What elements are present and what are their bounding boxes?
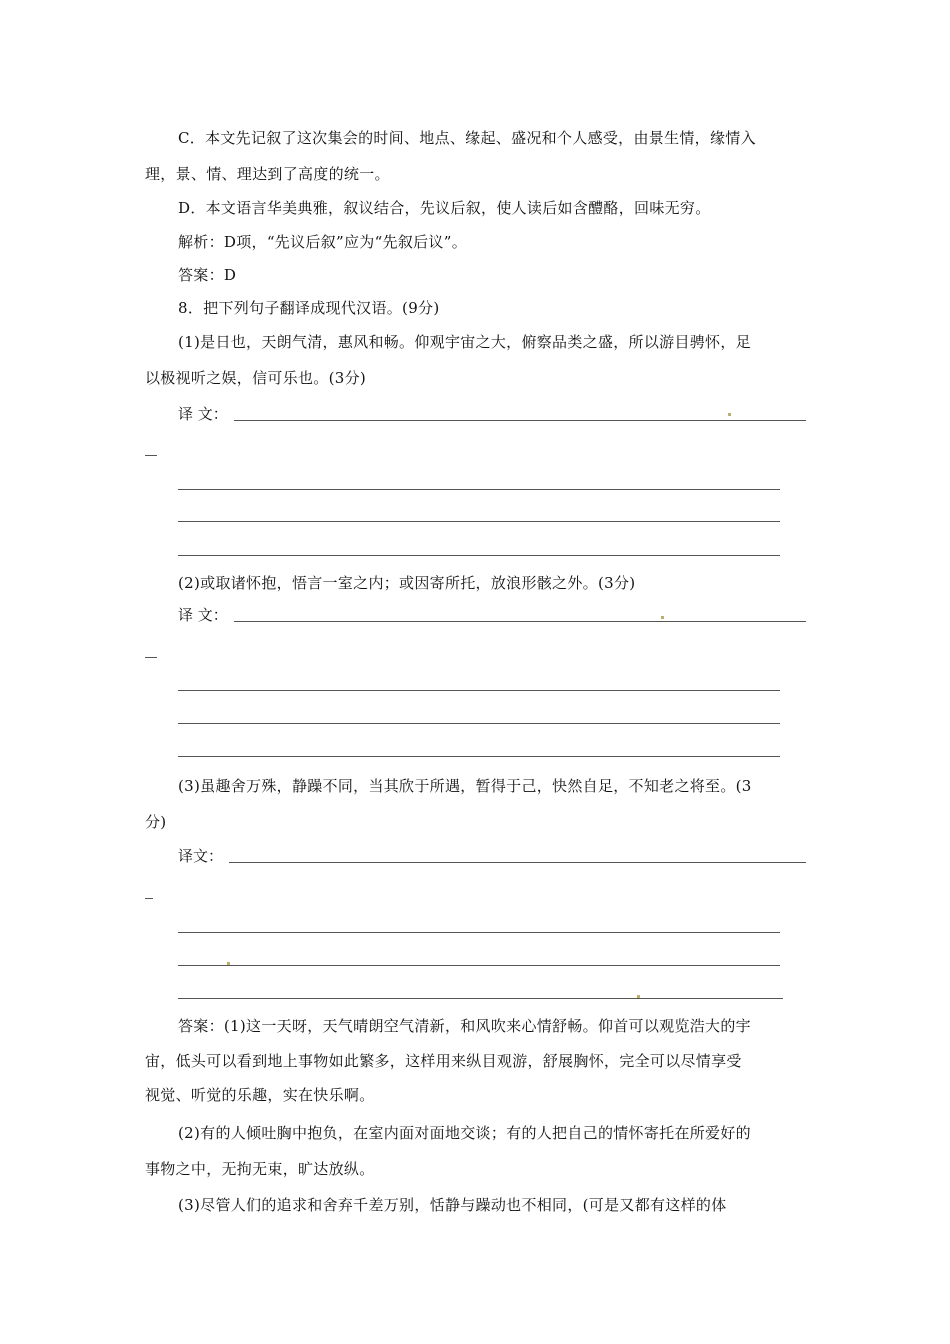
translation-label-3: 译文：: [178, 847, 224, 865]
q8-sentence-2-line-1: (2)或取诸怀抱，悟言一室之内；或因寄所托，放浪形骸之外。(3分): [178, 574, 636, 592]
mark-dot: [728, 413, 731, 416]
answer-1-line-3: 视觉、听觉的乐趣，实在快乐啊。: [145, 1086, 375, 1104]
q8-heading: 8．把下列句子翻译成现代汉语。(9分): [178, 299, 440, 317]
answer-1-line-2: 宙，低头可以看到地上事物如此繁多，这样用来纵目观游，舒展胸怀，完全可以尽情享受: [145, 1052, 742, 1070]
q7-analysis: 解析：D项，“先议后叙”应为“先叙后议”。: [178, 233, 468, 251]
mark-dot: [661, 616, 664, 619]
answer-line[interactable]: [178, 965, 780, 966]
answer-line[interactable]: [234, 420, 806, 421]
answer-line-stub: [145, 657, 157, 658]
answer-line[interactable]: [178, 932, 780, 933]
answer-line[interactable]: [178, 998, 783, 999]
answer-line[interactable]: [178, 756, 780, 757]
mark-dot: [637, 995, 640, 998]
answer-line-stub: [145, 455, 157, 456]
q8-sentence-3-line-1: (3)虽趣舍万殊，静躁不同，当其欣于所遇，暂得于己，快然自足，不知老之将至。(3: [178, 777, 752, 795]
q8-sentence-1-line-2: 以极视听之娱，信可乐也。(3分): [145, 369, 367, 387]
answer-line[interactable]: [234, 621, 806, 622]
answer-line[interactable]: [229, 862, 806, 863]
q7-answer: 答案：D: [178, 266, 237, 284]
translation-label-2: 译 文：: [178, 606, 228, 624]
q8-sentence-3-line-2: 分): [145, 813, 167, 831]
answer-line[interactable]: [178, 723, 780, 724]
option-c-line-1: C．本文先记叙了这次集会的时间、地点、缘起、盛况和个人感受，由景生情，缘情入: [178, 129, 756, 147]
answer-line[interactable]: [178, 690, 780, 691]
answer-2-line-1: (2)有的人倾吐胸中抱负，在室内面对面地交谈；有的人把自己的情怀寄托在所爱好的: [178, 1124, 751, 1142]
answer-line[interactable]: [178, 489, 780, 490]
translation-label-1: 译 文：: [178, 405, 228, 423]
answer-3-line-1: (3)尽管人们的追求和舍弃千差万别，恬静与躁动也不相同，(可是又都有这样的体: [178, 1196, 727, 1214]
option-d-line: D．本文语言华美典雅，叙议结合，先议后叙，使人读后如含醴酪，回味无穷。: [178, 199, 711, 217]
option-c-line-2: 理，景、情、理达到了高度的统一。: [145, 165, 390, 183]
answer-line[interactable]: [178, 521, 780, 522]
mark-dot: [227, 962, 230, 965]
answer-1-line-1: 答案：(1)这一天呀，天气晴朗空气清新，和风吹来心情舒畅。仰首可以观览浩大的宇: [178, 1017, 751, 1035]
answer-2-line-2: 事物之中，无拘无束，旷达放纵。: [145, 1160, 375, 1178]
answer-line[interactable]: [178, 555, 780, 556]
answer-line-stub: [145, 898, 153, 899]
q8-sentence-1-line-1: (1)是日也，天朗气清，惠风和畅。仰观宇宙之大，俯察品类之盛，所以游目骋怀，足: [178, 333, 751, 351]
